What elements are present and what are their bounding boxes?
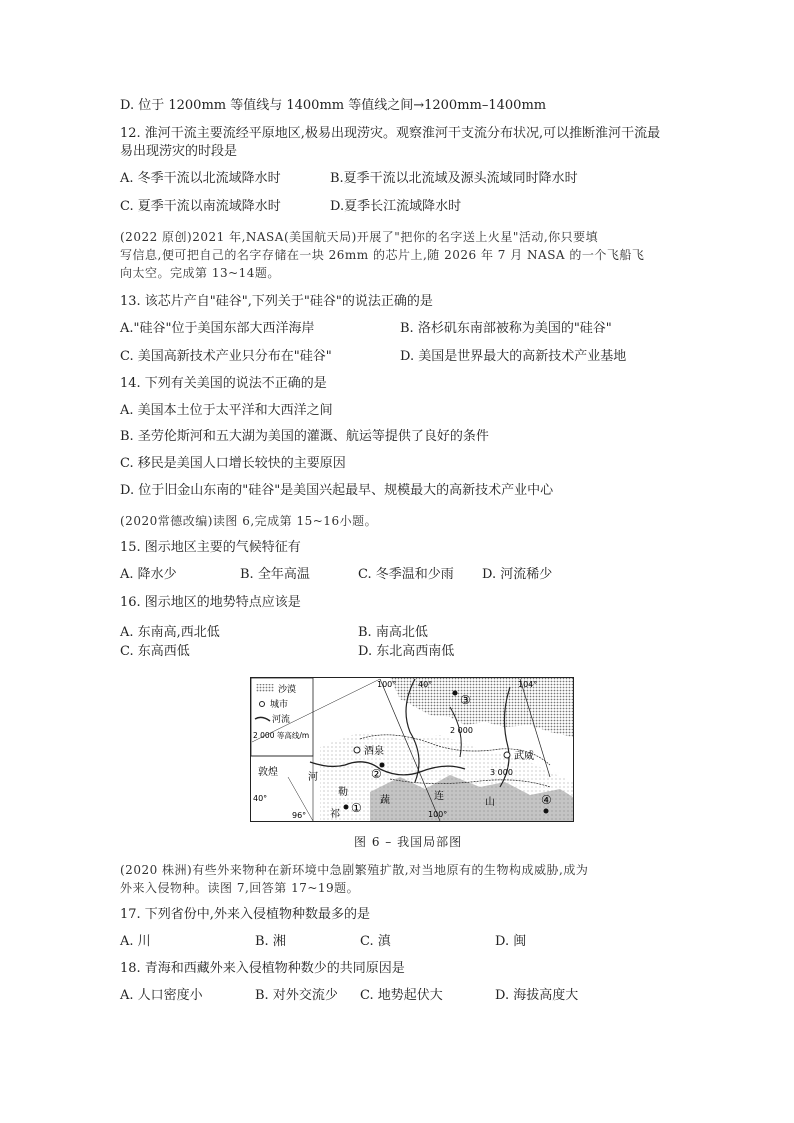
q14-stem: 14. 下列有关美国的说法不正确的是 <box>120 376 327 391</box>
label-lon-100-bottom: 100° <box>428 810 448 819</box>
label-lon-96: 96° <box>292 811 307 820</box>
q16-option-b: B. 南高北低 <box>358 625 428 640</box>
intro-nasa-line2: 写信息,便可把自己的名字存储在一块 26mm 的芯片上,随 2026 年 7 月 NASA 的一个飞船飞 <box>120 248 645 262</box>
marker-2-label: ② <box>371 767 382 781</box>
marker-1-label: ① <box>351 801 362 815</box>
label-lat-40-top: 40° <box>418 680 433 689</box>
q13-option-a: A."硅谷"位于美国东部大西洋海岸 <box>120 321 315 336</box>
legend-desert-label: 沙漠 <box>278 685 297 695</box>
marker-3-dot <box>453 691 458 696</box>
label-wuwei: 武威 <box>514 751 534 762</box>
q18-option-b: B. 对外交流少 <box>255 988 338 1003</box>
q12-stem-line1: 12. 淮河干流主要流经平原地区,极易出现涝灾。观察淮河干支流分布状况,可以推断淮河干流最 <box>120 126 661 141</box>
intro-invasive-line1: (2020 株洲)有些外来物种在新环境中急剧繁殖扩散,对当地原有的生物构成威胁,成为 <box>120 863 589 877</box>
q12-stem-line2: 易出现涝灾的时段是 <box>120 144 238 159</box>
q16-option-d: D. 东北高西南低 <box>358 644 455 659</box>
regional-map-figure <box>250 677 574 822</box>
label-lon-100-top: 100° <box>377 680 397 689</box>
label-dunhuang: 敦煌 <box>258 767 278 778</box>
q14-option-a: A. 美国本土位于太平洋和大西洋之间 <box>120 403 333 418</box>
q13-option-b: B. 洛杉矶东南部被称为美国的"硅谷" <box>400 321 612 336</box>
q13-option-d: D. 美国是世界最大的高新技术产业基地 <box>400 349 627 364</box>
q18-option-d: D. 海拔高度大 <box>495 988 579 1003</box>
intro-nasa-line1: (2022 原创)2021 年,NASA(美国航天局)开展了"把你的名字送上火星"活动,你只要填 <box>120 230 599 244</box>
label-lat-40-left: 40° <box>253 794 268 803</box>
legend-river-label: 河流 <box>272 715 291 725</box>
marker-4-label: ④ <box>541 793 552 807</box>
legend-city-label: 城市 <box>270 700 289 710</box>
legend-desert-swatch <box>256 684 274 692</box>
q12-option-d: D.夏季长江流域降水时 <box>330 199 462 214</box>
marker-4-dot <box>544 809 549 814</box>
label-lian: 连 <box>434 791 444 802</box>
q18-option-a: A. 人口密度小 <box>120 988 203 1003</box>
intro-figure6: (2020常德改编)读图 6,完成第 15~16小题。 <box>120 514 378 528</box>
label-he: 河 <box>308 772 318 783</box>
intro-nasa-line3: 向太空。完成第 13~14题。 <box>120 266 280 280</box>
city-wuwei <box>504 752 510 758</box>
q15-option-b: B. 全年高温 <box>240 567 310 582</box>
q18-option-c: C. 地势起伏大 <box>360 988 443 1003</box>
q12-option-c: C. 夏季干流以南流域降水时 <box>120 199 281 214</box>
q14-option-d: D. 位于旧金山东南的"硅谷"是美国兴起最早、规模最大的高新技术产业中心 <box>120 483 554 498</box>
q17-option-b: B. 湘 <box>255 934 286 949</box>
marker-1-dot <box>344 805 349 810</box>
q13-stem: 13. 该芯片产自"硅谷",下列关于"硅谷"的说法正确的是 <box>120 294 433 309</box>
legend-contour-label: 2 000 等高线/m <box>253 731 310 740</box>
q13-option-c: C. 美国高新技术产业只分布在"硅谷" <box>120 349 332 364</box>
marker-3-label: ③ <box>460 693 471 707</box>
q15-option-c: C. 冬季温和少雨 <box>358 567 454 582</box>
q17-option-a: A. 川 <box>120 934 151 949</box>
intro-invasive-line2: 外来入侵物种。读图 7,回答第 17~19题。 <box>120 881 360 895</box>
q17-option-d: D. 闽 <box>495 934 527 949</box>
label-shan: 山 <box>485 797 495 808</box>
label-contour-2000: 2 000 <box>450 726 473 735</box>
label-jiuquan: 酒泉 <box>364 746 384 757</box>
label-contour-3000: 3 000 <box>490 768 513 777</box>
q15-option-d: D. 河流稀少 <box>482 567 553 582</box>
figure-6-caption: 图 6 – 我国局部图 <box>354 835 463 849</box>
label-zhe: 蔬 <box>380 795 390 806</box>
q17-stem: 17. 下列省份中,外来入侵植物种数最多的是 <box>120 907 370 922</box>
q11-option-d: D. 位于 1200mm 等值线与 1400mm 等值线之间→1200mm–1400mm <box>120 98 547 113</box>
legend-city-symbol <box>260 702 265 707</box>
q18-stem: 18. 青海和西藏外来入侵植物种数少的共同原因是 <box>120 961 405 976</box>
q17-option-c: C. 滇 <box>360 934 391 949</box>
city-jiuquan <box>354 747 360 753</box>
q12-option-a: A. 冬季干流以北流域降水时 <box>120 171 281 186</box>
label-qi: 祁 <box>330 809 340 820</box>
q14-option-b: B. 圣劳伦斯河和五大湖为美国的灌溉、航运等提供了良好的条件 <box>120 429 489 444</box>
q16-option-a: A. 东南高,西北低 <box>120 625 220 640</box>
label-lon-104: 104° <box>518 680 538 689</box>
q15-stem: 15. 图示地区主要的气候特征有 <box>120 540 301 555</box>
q14-option-c: C. 移民是美国人口增长较快的主要原因 <box>120 456 346 471</box>
q16-option-c: C. 东高西低 <box>120 644 190 659</box>
q12-option-b: B.夏季干流以北流域及源头流域同时降水时 <box>330 171 578 186</box>
q16-stem: 16. 图示地区的地势特点应该是 <box>120 595 301 610</box>
q15-option-a: A. 降水少 <box>120 567 177 582</box>
label-le: 勒 <box>338 787 348 798</box>
